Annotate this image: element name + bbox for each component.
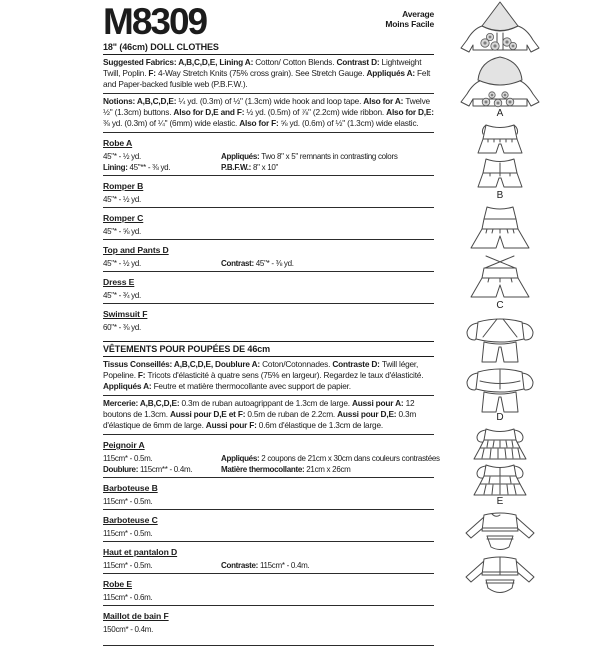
yardage-section-header: Swimsuit F: [103, 309, 148, 319]
yardage-row: [103, 258, 434, 269]
yardage-section: [103, 175, 434, 205]
robe-a-front: [461, 2, 539, 52]
page-title-english: 18" (46cm) DOLL CLOTHES: [103, 42, 219, 52]
yardage-section-header: Barboteuse B: [103, 483, 158, 493]
romper-b-front: [478, 125, 522, 153]
yardage-detail: [221, 624, 434, 635]
divider: [103, 207, 434, 208]
divider: [103, 175, 434, 176]
divider: [103, 477, 434, 478]
yardage-row: [103, 624, 434, 635]
yardage-row: [103, 151, 434, 162]
view-label-a: A: [496, 108, 504, 119]
illustration-view-c: [440, 204, 560, 314]
divider: [103, 93, 434, 94]
swimsuit-drawing: [440, 510, 560, 600]
yardage-row: [103, 226, 434, 237]
fabric-notes-french: Tissus Conseillés: A,B,C,D,E, Doublure A: Coton/Cotonnades. Contraste D: Twill léger, Popeline. F: Tricots d'élasticité à quatre sens (75% en largeur). Regardez le taux d'élasticité. Appliqués A: Feutre et matière thermocollante avec support de papier.: [103, 359, 424, 391]
yardage-row: [103, 464, 434, 475]
yardage-section: [103, 509, 434, 539]
fabric-notes-english: Suggested Fabrics: A,B,C,D,E, Lining A: Cotton/ Cotton Blends. Contrast D: Lightweight Twill, Poplin. F: 4-Way Stretch Knits (75% cross grain). See Stretch Gauge. Appliqués A: Felt and Paper-backed fusible web (P.B.F.W.).: [103, 57, 431, 89]
yardage-amount: 115cm* - 0.5m.: [103, 529, 153, 538]
view-label-d: D: [496, 412, 504, 423]
yardage-detail: [221, 496, 434, 507]
difficulty-badge: [385, 4, 434, 29]
view-label-b: B: [496, 190, 504, 201]
yardage-detail: [221, 592, 434, 603]
yardage-amount: 45"* - ½ yd.: [103, 195, 141, 204]
yardage-amount: Doublure: 115cm** - 0.4m.: [103, 465, 193, 474]
yardage-section: [103, 271, 434, 301]
yardage-detail: [221, 528, 434, 539]
yardage-section-rows: [103, 258, 434, 269]
yardage-row: [103, 162, 434, 173]
illustration-view-e: [440, 426, 560, 510]
yardage-section-header: Romper B: [103, 181, 144, 191]
illustration-view-b: [440, 122, 560, 204]
top-and-pants-drawing: [440, 314, 560, 412]
yardage-row: [103, 592, 434, 603]
swimsuit-f-front: [466, 513, 534, 550]
yardage-section-header: Barboteuse C: [103, 515, 158, 525]
yardage-detail: P.B.F.W.: 8" x 10": [221, 163, 279, 172]
divider: [103, 605, 434, 606]
yardage-detail: [221, 194, 434, 205]
top-pants-d-back: [467, 369, 533, 412]
yardage-detail: Contrast: 45"* - ⅜ yd.: [221, 259, 294, 268]
yardage-section-rows: [103, 151, 434, 173]
yardage-row: [103, 496, 434, 507]
top-pants-d-front: [467, 319, 533, 362]
illustration-view-f: [440, 510, 560, 600]
pinafore-romper-drawing: [440, 204, 560, 300]
yardage-detail: Contraste: 115cm* - 0.4m.: [221, 561, 310, 570]
yardage-detail: [221, 226, 434, 237]
yardage-row: [103, 290, 434, 301]
yardage-section-header: Peignoir A: [103, 440, 145, 450]
yardage-section: [103, 132, 434, 173]
swimsuit-f-back: [466, 557, 534, 593]
yardage-detail: Appliqués: Two 8" x 5" remnants in contrasting colors: [221, 152, 398, 161]
romper-c-back: [471, 256, 529, 297]
yardage-amount: 45"* - ¾ yd.: [103, 291, 141, 300]
yardage-section-rows: [103, 528, 434, 539]
dress-e-back: [474, 465, 526, 495]
view-label-e: E: [496, 496, 504, 507]
yardage-section: [103, 573, 434, 603]
yardage-section: [103, 477, 434, 507]
divider: [103, 395, 434, 396]
difficulty-french: Moins Facile: [385, 19, 434, 29]
yardage-section-header: Robe A: [103, 138, 133, 148]
illustration-view-d: [440, 314, 560, 426]
divider: [103, 341, 434, 342]
difficulty-english: Average: [402, 9, 434, 19]
hooded-robe-drawing: [440, 0, 560, 108]
yardage-detail: [221, 322, 434, 333]
yardage-detail: Matière thermocollante: 21cm x 26cm: [221, 465, 351, 474]
yardage-section-rows: [103, 453, 440, 475]
yardage-amount: 45"* - ⅝ yd.: [103, 227, 141, 236]
yardage-amount: Lining: 45"** - ⅜ yd.: [103, 163, 171, 172]
yardage-section-rows: [103, 226, 434, 237]
yardage-section: [103, 434, 440, 475]
yardage-amount: 60"* - ⅜ yd.: [103, 323, 141, 332]
divider: [103, 509, 434, 510]
dress-e-front: [474, 429, 526, 459]
yardage-section-rows: [103, 194, 434, 205]
yardage-section-header: Top and Pants D: [103, 245, 169, 255]
yardage-section-header: Dress E: [103, 277, 135, 287]
yardage-amount: 45"* - ½ yd.: [103, 152, 141, 161]
robe-a-back: [461, 57, 539, 107]
header: [103, 1, 434, 42]
yardage-amount: 115cm* - 0.5m.: [103, 497, 153, 506]
yardage-section-rows: [103, 496, 434, 507]
yardage-amount: 150cm* - 0.4m.: [103, 625, 154, 634]
yardage-section: [103, 207, 434, 237]
yardage-row: [103, 528, 434, 539]
divider: [103, 573, 434, 574]
yardage-section: [103, 541, 434, 571]
divider: [103, 541, 434, 542]
notions-english: Notions: A,B,C,D,E: ¼ yd. (0.3m) of ½" (1.3cm) wide hook and loop tape. Also for A: Twelve ½" (1.3cm) buttons. Also for D,E and F: ½ yd. (0.5m) of ⅞" (2.2cm) wide ribbon. Also for D,E: ⅜ yd. (0.3m) of ¼" (6mm) wide elastic. Also for F: ⅝ yd. (0.6m) of ½" (1.3cm) wide elastic.: [103, 96, 434, 128]
divider: [103, 434, 434, 435]
yardage-amount: 115cm* - 0.6m.: [103, 593, 153, 602]
yardage-table-english: [103, 132, 434, 333]
yardage-section-header: Robe E: [103, 579, 133, 589]
yardage-amount: 115cm* - 0.5m.: [103, 454, 153, 463]
yardage-section: [103, 239, 434, 269]
notions-french: Mercerie: A,B,C,D,E: 0.3m de ruban autoagrippant de 1.3cm de large. Aussi pour A: 12 boutons de 1.3cm. Aussi pour D,E et F: 0.5m de ruban de 2.2cm. Aussi pour D,E: 0.3m d'élastique de 6mm de large. Aussi pour F: 0.6m d'élastique de 1.3cm de large.: [103, 398, 417, 430]
yardage-section-rows: [103, 290, 434, 301]
romper-drawing: [440, 122, 560, 190]
yardage-section-header: Romper C: [103, 213, 144, 223]
tiered-dress-drawing: [440, 426, 560, 496]
yardage-section-header: Haut et pantalon D: [103, 547, 178, 557]
yardage-section-rows: [103, 560, 434, 571]
yardage-row: [103, 322, 434, 333]
garment-illustrations-column: [435, 0, 565, 600]
yardage-section-rows: [103, 624, 434, 635]
yardage-detail: Appliqués: 2 coupons de 21cm x 30cm dans couleurs contrastées: [221, 454, 440, 463]
yardage-row: [103, 453, 440, 464]
yardage-section: [103, 605, 434, 635]
pattern-number: M8309: [103, 1, 207, 42]
yardage-table-french: [103, 434, 440, 635]
illustration-view-a: [440, 0, 560, 122]
divider: [103, 54, 434, 55]
view-label-c: C: [496, 300, 504, 311]
yardage-section-rows: [103, 322, 434, 333]
divider: [103, 271, 434, 272]
yardage-amount: 45"* - ½ yd.: [103, 259, 141, 268]
yardage-section: [103, 303, 434, 333]
text-column: [103, 1, 440, 646]
divider: [103, 239, 434, 240]
romper-c-front: [471, 207, 529, 248]
divider: [103, 132, 434, 133]
divider: [103, 303, 434, 304]
yardage-detail: [221, 290, 434, 301]
yardage-section-rows: [103, 592, 434, 603]
yardage-row: [103, 560, 434, 571]
yardage-section-header: Maillot de bain F: [103, 611, 169, 621]
page-title-french: VÊTEMENTS POUR POUPÉES DE 46cm: [103, 344, 271, 354]
yardage-amount: 115cm* - 0.5m.: [103, 561, 153, 570]
divider: [103, 356, 434, 357]
yardage-row: [103, 194, 434, 205]
romper-b-back: [478, 159, 522, 187]
